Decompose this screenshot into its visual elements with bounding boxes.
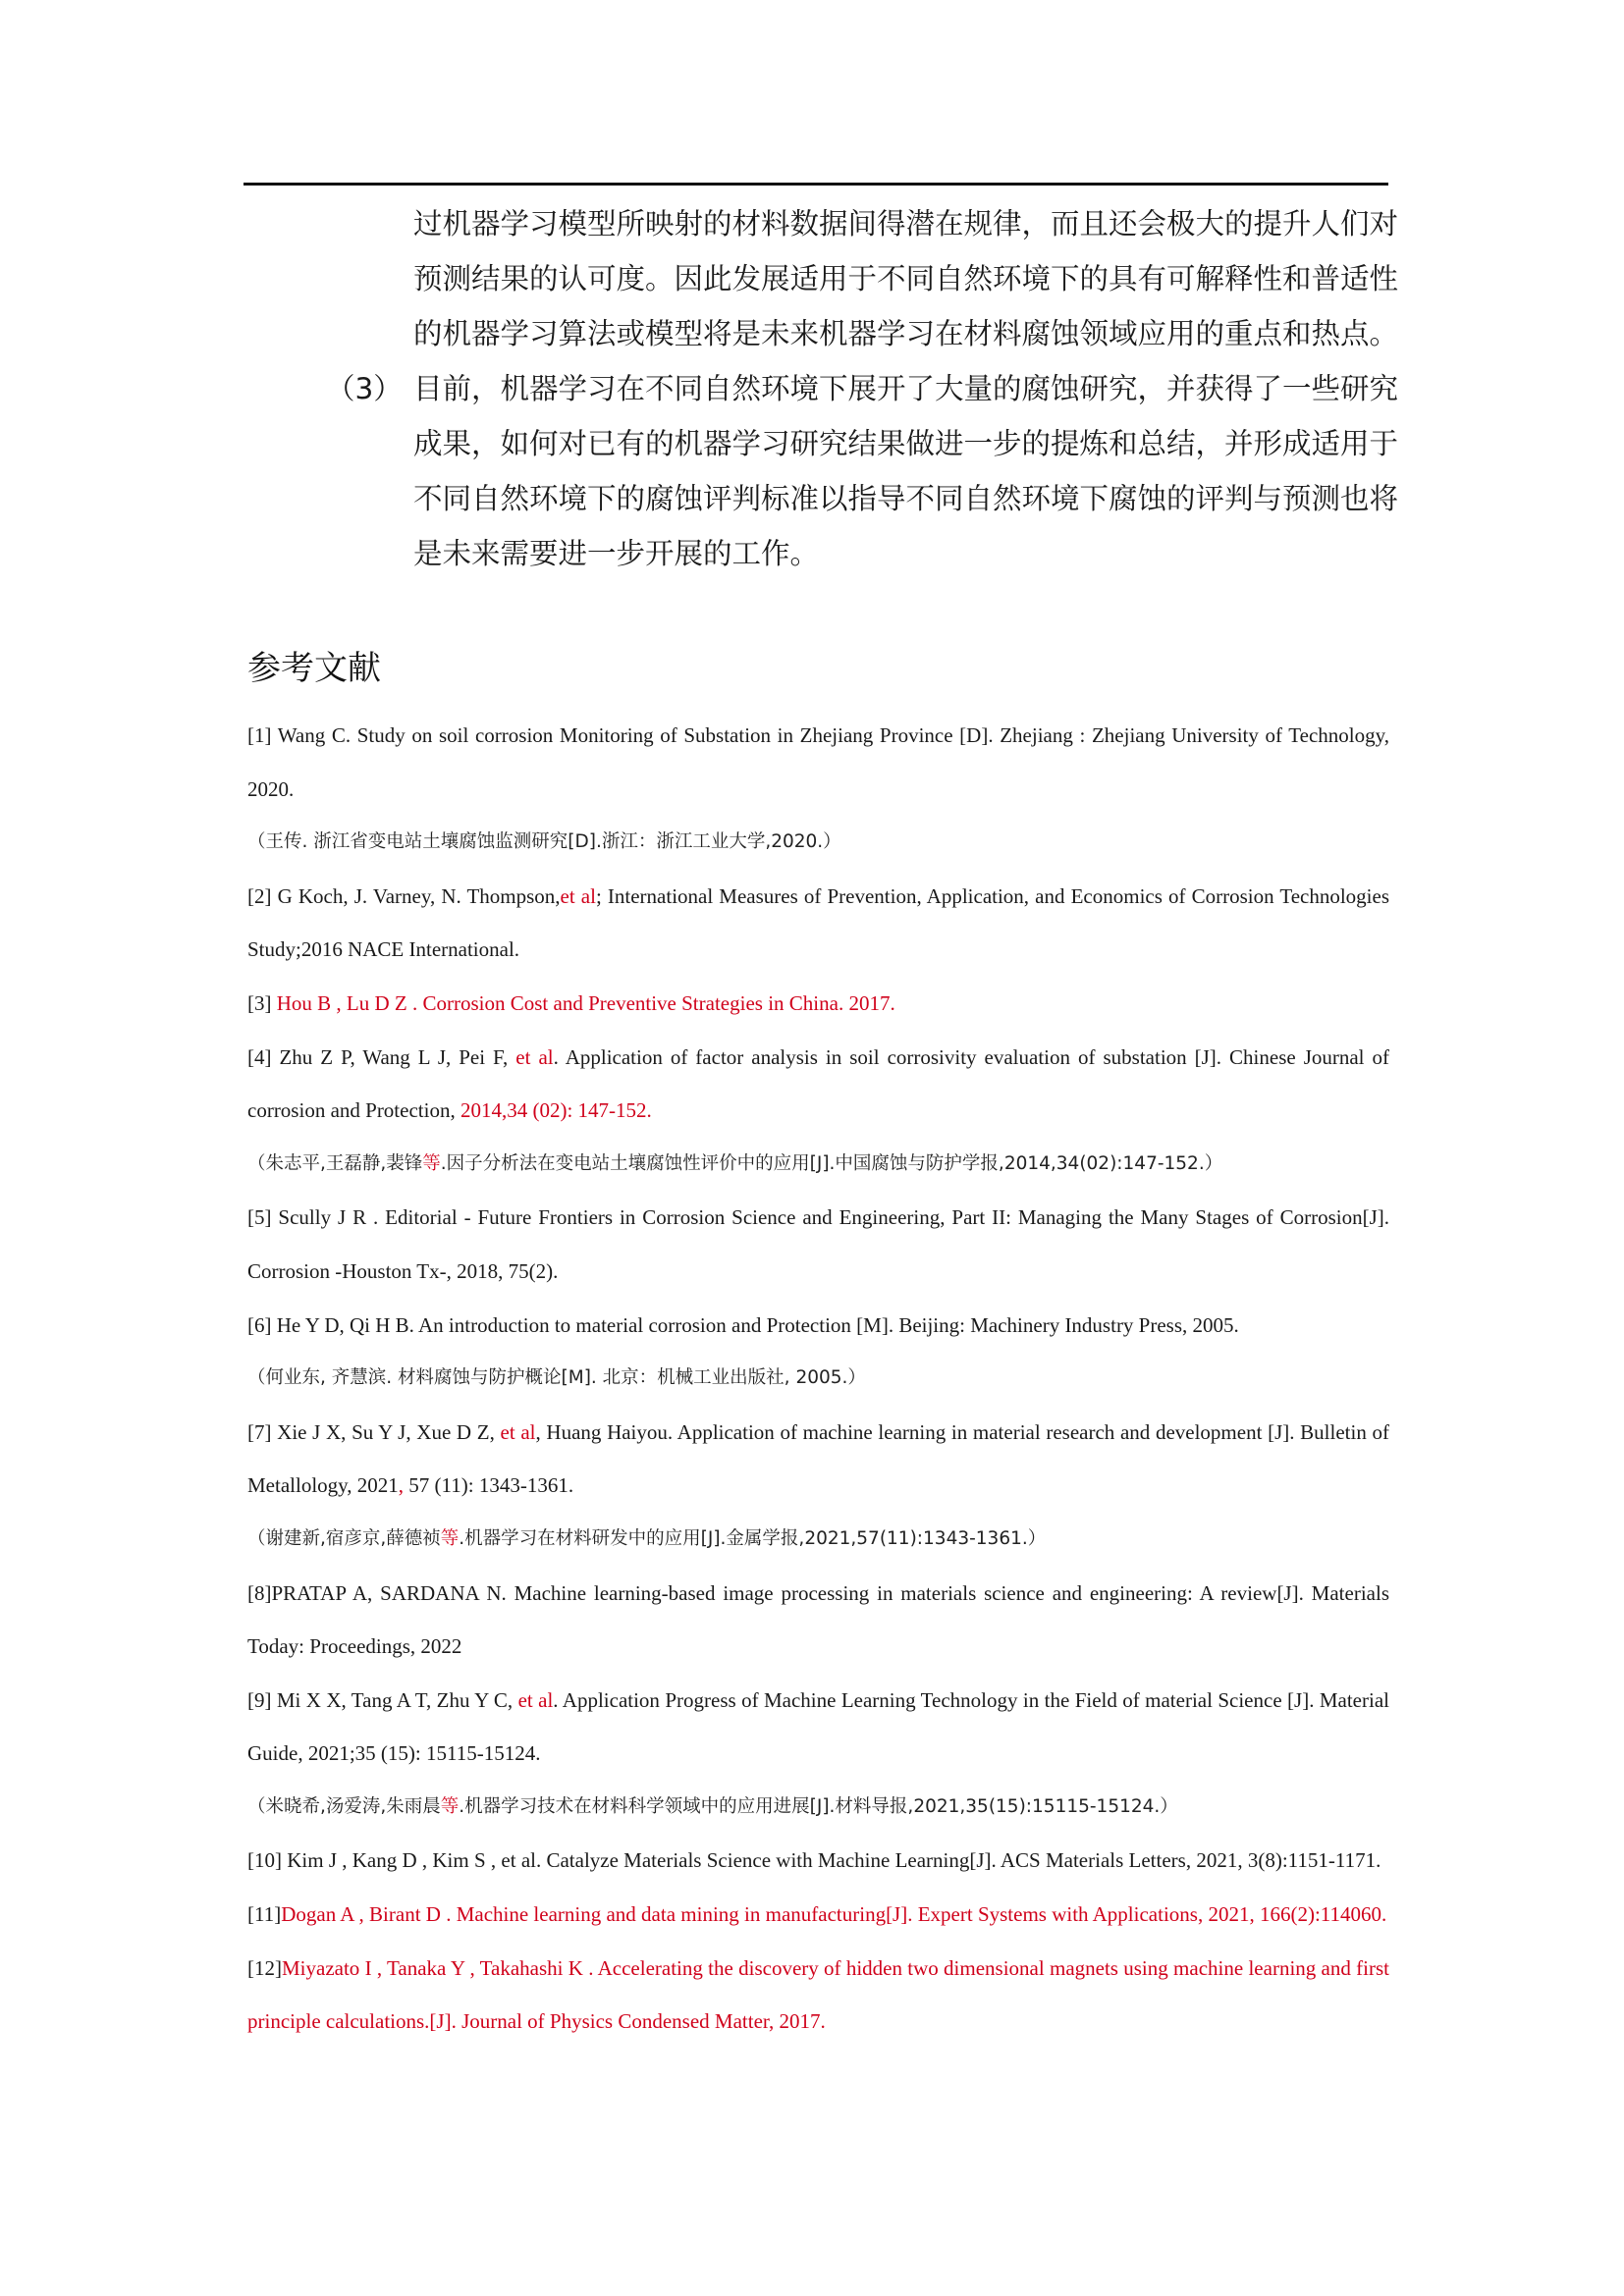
reference-10: [10] Kim J , Kang D , Kim S , et al. Catalyze Materials Science with Machine Learning[J]. ACS Materials Letters, 2021, 3(8):1151-1171. (247, 1848, 1381, 1873)
reference-6-chinese: （何业东, 齐慧滨. 材料腐蚀与防护概论[M]. 北京：机械工业出版社, 2005.） (247, 1367, 866, 1389)
reference-7: [7] Xie J X, Su Y J, Xue D Z, et al, Huang Haiyou. Application of machine learning in material research and development [J]. Bulletin of Metallology, 2021, 57 (11): 1343-1361. (247, 1419, 1389, 1498)
reference-1-chinese: （王传. 浙江省变电站土壤腐蚀监测研究[D].浙江：浙江工业大学,2020.） (247, 831, 841, 853)
body-text (244, 196, 1402, 581)
continuation-paragraph: 过机器学习模型所映射的材料数据间得潜在规律，而且还会极大的提升人们对预测结果的认可度。因此发展适用于不同自然环境下的具有可解释性和普适性的机器学习算法或模型将是未来机器学习在材料腐蚀领域应用的重点和热点。 (413, 207, 1399, 350)
list-item-text: 目前，机器学习在不同自然环境下展开了大量的腐蚀研究，并获得了一些研究成果，如何对已有的机器学习研究结果做进一步的提炼和总结，并形成适用于不同自然环境下的腐蚀评判标准以指导不同自然环境下腐蚀的评判与预测也将是未来需要进一步开展的工作。 (413, 372, 1399, 570)
references-list (247, 709, 1389, 2049)
reference-12: [12]Miyazato I , Tanaka Y , Takahashi K . Accelerating the discovery of hidden two dimensional magnets using machine learning and first principle calculations.[J]. Journal of Physics Condensed Matter, 2017. (247, 1955, 1389, 2034)
reference-1: [1] Wang C. Study on soil corrosion Monitoring of Substation in Zhejiang Province [D]. Zhejiang : Zhejiang University of Technology, 2020. (247, 723, 1389, 801)
reference-3: [3] Hou B , Lu D Z . Corrosion Cost and Preventive Strategies in China. 2017. (247, 990, 895, 1015)
reference-11: [11]Dogan A , Birant D . Machine learning and data mining in manufacturing[J]. Expert Systems with Applications, 2021, 166(2):114060. (247, 1902, 1387, 1927)
header-rule (244, 183, 1388, 186)
reference-4-chinese: （朱志平,王磊静,裴锋等.因子分析法在变电站土壤腐蚀性评价中的应用[J].中国腐蚀与防护学报,2014,34(02):147-152.） (247, 1152, 1223, 1174)
reference-6: [6] He Y D, Qi H B. An introduction to material corrosion and Protection [M]. Beijing: Machinery Industry Press, 2005. (247, 1312, 1239, 1337)
reference-9-chinese: （米晓希,汤爱涛,朱雨晨等.机器学习技术在材料科学领域中的应用进展[J].材料导报,2021,35(15):15115-15124.） (247, 1795, 1178, 1817)
references-title: 参考文献 (247, 649, 381, 689)
reference-8: [8]PRATAP A, SARDANA N. Machine learning-based image processing in materials science and engineering: A review[J]. Materials Today: Proceedings, 2022 (247, 1580, 1389, 1659)
reference-4: [4] Zhu Z P, Wang L J, Pei F, et al. Application of factor analysis in soil corrosivity evaluation of substation [J]. Chinese Journal of corrosion and Protection, 2014,34 (02): 147-152. (247, 1044, 1389, 1123)
reference-7-chinese: （谢建新,宿彦京,薛德祯等.机器学习在材料研发中的应用[J].金属学报,2021,57(11):1343-1361.） (247, 1527, 1047, 1549)
reference-2: [2] G Koch, J. Varney, N. Thompson,et al; International Measures of Prevention, Application, and Economics of Corrosion Technologies Study;2016 NACE International. (247, 883, 1389, 962)
list-item-3 (244, 361, 1402, 581)
reference-9: [9] Mi X X, Tang A T, Zhu Y C, et al. Application Progress of Machine Learning Technology in the Field of material Science [J]. Material Guide, 2021;35 (15): 15115-15124. (247, 1687, 1389, 1766)
reference-5: [5] Scully J R . Editorial - Future Frontiers in Corrosion Science and Engineering, Part II: Managing the Many Stages of Corrosion[J]. Corrosion -Houston Tx-, 2018, 75(2). (247, 1205, 1389, 1283)
list-item-number: （3） (326, 372, 403, 405)
